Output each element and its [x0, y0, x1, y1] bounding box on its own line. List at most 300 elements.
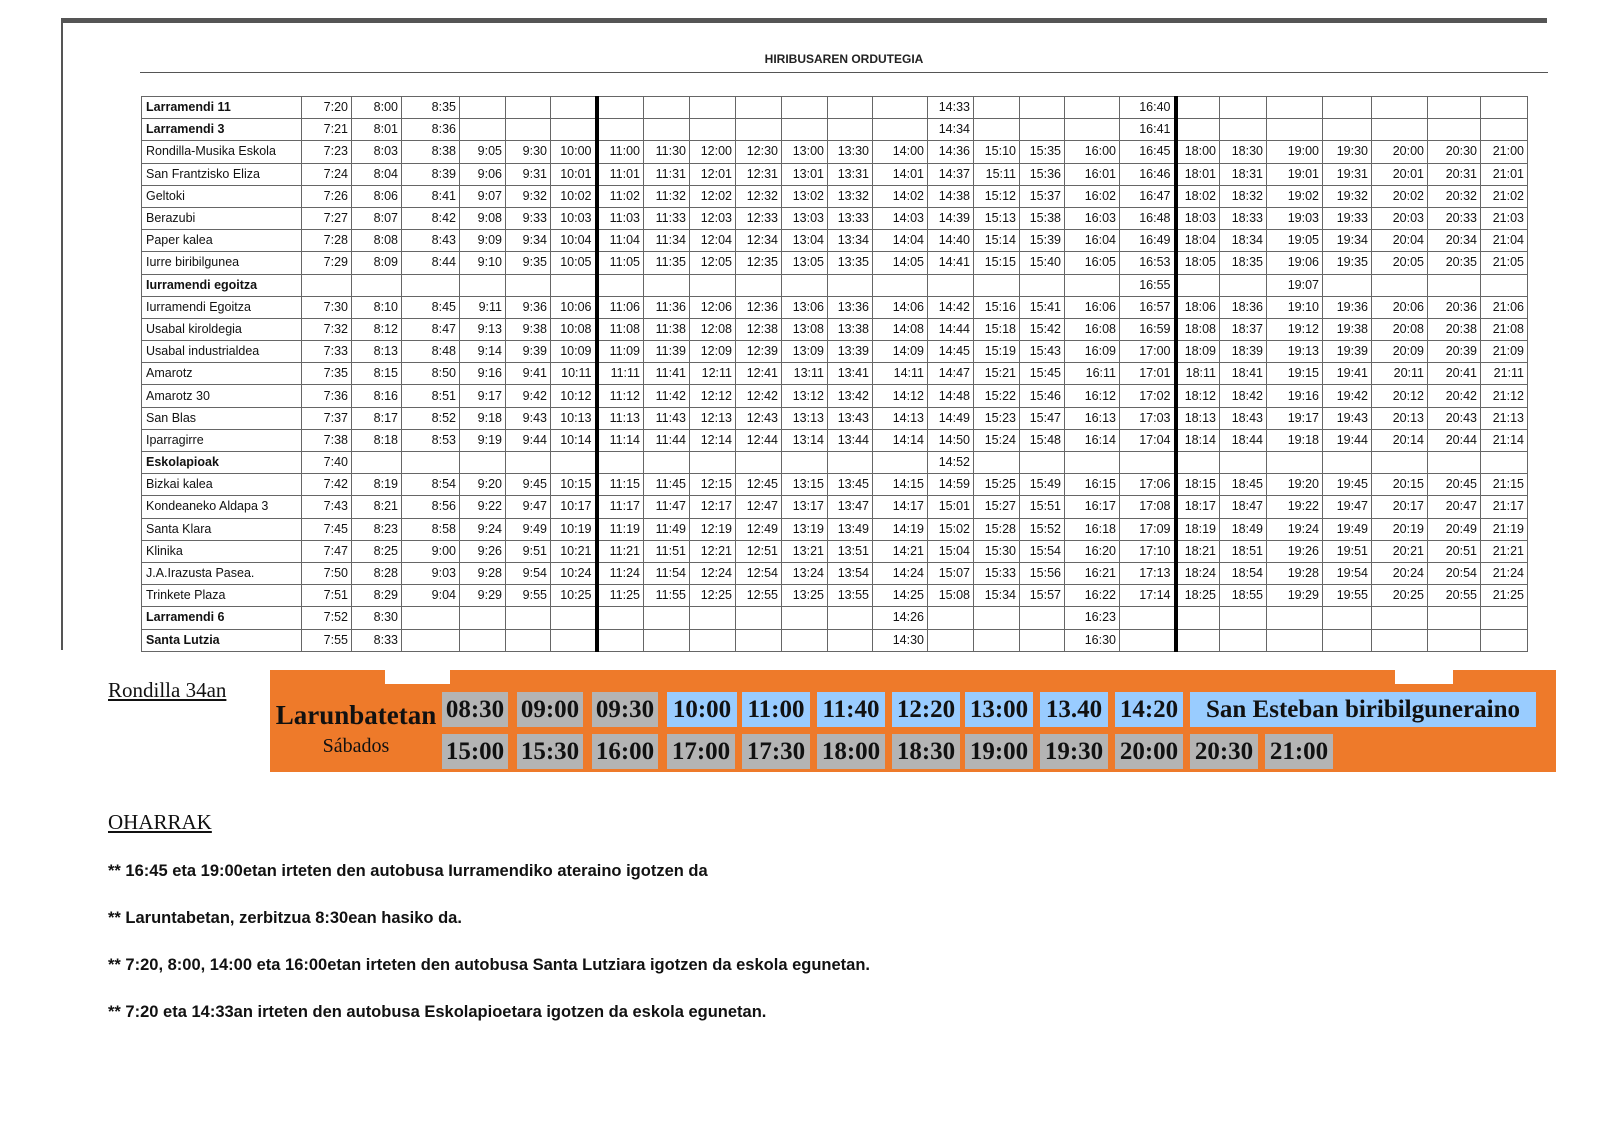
departure-time: 19:30	[1323, 141, 1372, 163]
departure-time: 14:03	[873, 207, 928, 229]
departure-time: 10:11	[551, 363, 597, 385]
departure-time: 9:19	[460, 429, 506, 451]
departure-time: 19:24	[1267, 518, 1323, 540]
departure-time: 8:03	[352, 141, 402, 163]
departure-time	[828, 119, 873, 141]
departure-time: 17:14	[1120, 585, 1176, 607]
departure-time: 16:02	[1065, 185, 1120, 207]
departure-time: 8:10	[352, 296, 402, 318]
departure-time: 20:55	[1428, 585, 1481, 607]
departure-time	[1372, 607, 1428, 629]
departure-time: 15:43	[1020, 341, 1065, 363]
departure-time	[873, 452, 928, 474]
departure-time: 14:42	[928, 296, 974, 318]
departure-time: 20:41	[1428, 363, 1481, 385]
stop-name: Eskolapioak	[142, 452, 302, 474]
departure-time: 9:47	[506, 496, 551, 518]
departure-time: 9:16	[460, 363, 506, 385]
departure-time	[1267, 607, 1323, 629]
departure-time: 14:38	[928, 185, 974, 207]
departure-time	[1481, 452, 1528, 474]
departure-time: 7:29	[302, 252, 352, 274]
departure-time: 19:43	[1323, 407, 1372, 429]
departure-time	[736, 97, 782, 119]
departure-time: 11:24	[597, 562, 644, 584]
departure-time: 10:12	[551, 385, 597, 407]
departure-time: 8:54	[402, 474, 460, 496]
departure-time: 12:30	[736, 141, 782, 163]
departure-time: 7:28	[302, 230, 352, 252]
departure-time: 9:38	[506, 318, 551, 340]
departure-time	[873, 97, 928, 119]
departure-time: 11:19	[597, 518, 644, 540]
timetable-row	[142, 629, 1528, 651]
departure-time: 15:27	[974, 496, 1020, 518]
departure-time: 9:55	[506, 585, 551, 607]
departure-time	[1020, 274, 1065, 296]
timetable-row	[142, 496, 1528, 518]
departure-time: 14:49	[928, 407, 974, 429]
departure-time: 14:12	[873, 385, 928, 407]
departure-time: 12:04	[690, 230, 736, 252]
departure-time: 19:10	[1267, 296, 1323, 318]
departure-time: 9:43	[506, 407, 551, 429]
departure-time: 12:24	[690, 562, 736, 584]
departure-time: 20:06	[1372, 296, 1428, 318]
departure-time: 15:56	[1020, 562, 1065, 584]
timetable-row	[142, 252, 1528, 274]
departure-time: 9:42	[506, 385, 551, 407]
departure-time: 17:03	[1120, 407, 1176, 429]
saturday-time-slot: 12:20	[892, 692, 960, 727]
departure-time: 13:32	[828, 185, 873, 207]
departure-time: 15:25	[974, 474, 1020, 496]
departure-time: 11:31	[644, 163, 690, 185]
departure-time: 18:37	[1220, 318, 1267, 340]
departure-time: 14:44	[928, 318, 974, 340]
departure-time: 11:36	[644, 296, 690, 318]
departure-time: 10:13	[551, 407, 597, 429]
departure-time: 19:28	[1267, 562, 1323, 584]
departure-time: 15:23	[974, 407, 1020, 429]
departure-time	[782, 274, 828, 296]
departure-time: 19:33	[1323, 207, 1372, 229]
departure-time: 15:48	[1020, 429, 1065, 451]
departure-time: 13:39	[828, 341, 873, 363]
timetable-row	[142, 585, 1528, 607]
departure-time	[736, 452, 782, 474]
departure-time: 21:09	[1481, 341, 1528, 363]
departure-time	[1372, 119, 1428, 141]
saturday-day-label-es: Sábados	[322, 735, 390, 757]
saturday-time-slot: 17:30	[742, 734, 810, 769]
departure-time: 19:32	[1323, 185, 1372, 207]
departure-time: 15:35	[1020, 141, 1065, 163]
departure-time: 16:05	[1065, 252, 1120, 274]
departure-time: 18:11	[1176, 363, 1220, 385]
departure-time: 8:52	[402, 407, 460, 429]
departure-time: 11:02	[597, 185, 644, 207]
departure-time: 15:52	[1020, 518, 1065, 540]
departure-time: 11:01	[597, 163, 644, 185]
departure-time	[506, 607, 551, 629]
departure-time: 19:20	[1267, 474, 1323, 496]
departure-time: 10:17	[551, 496, 597, 518]
departure-time: 11:38	[644, 318, 690, 340]
departure-time: 11:34	[644, 230, 690, 252]
departure-time: 21:13	[1481, 407, 1528, 429]
departure-time: 13:17	[782, 496, 828, 518]
stop-name: Larramendi 11	[142, 97, 302, 119]
departure-time: 14:21	[873, 540, 928, 562]
departure-time: 7:30	[302, 296, 352, 318]
departure-time: 15:41	[1020, 296, 1065, 318]
departure-time: 7:51	[302, 585, 352, 607]
departure-time: 20:24	[1372, 562, 1428, 584]
departure-time: 11:51	[644, 540, 690, 562]
departure-time: 9:34	[506, 230, 551, 252]
departure-time: 19:35	[1323, 252, 1372, 274]
departure-time	[690, 629, 736, 651]
departure-time: 19:49	[1323, 518, 1372, 540]
departure-time	[1481, 97, 1528, 119]
departure-time: 19:01	[1267, 163, 1323, 185]
departure-time	[690, 119, 736, 141]
departure-time: 9:10	[460, 252, 506, 274]
departure-time: 15:34	[974, 585, 1020, 607]
departure-time	[1323, 629, 1372, 651]
note-item: ** 16:45 eta 19:00etan irteten den autobusa Iurramendiko ateraino igotzen da	[108, 862, 708, 880]
departure-time: 18:25	[1176, 585, 1220, 607]
timetable-row	[142, 318, 1528, 340]
departure-time: 21:25	[1481, 585, 1528, 607]
departure-time: 12:14	[690, 429, 736, 451]
departure-time	[782, 607, 828, 629]
departure-time: 19:07	[1267, 274, 1323, 296]
departure-time: 17:08	[1120, 496, 1176, 518]
departure-time: 11:47	[644, 496, 690, 518]
departure-time	[928, 629, 974, 651]
departure-time: 11:21	[597, 540, 644, 562]
departure-time: 12:54	[736, 562, 782, 584]
departure-time: 15:11	[974, 163, 1020, 185]
stop-name: Amarotz 30	[142, 385, 302, 407]
departure-time	[1176, 274, 1220, 296]
departure-time: 13:49	[828, 518, 873, 540]
departure-time: 20:02	[1372, 185, 1428, 207]
departure-time: 7:52	[302, 607, 352, 629]
page-frame-top	[61, 18, 1547, 23]
departure-time: 18:49	[1220, 518, 1267, 540]
departure-time: 9:18	[460, 407, 506, 429]
departure-time: 11:12	[597, 385, 644, 407]
departure-time: 13:45	[828, 474, 873, 496]
departure-time: 13:04	[782, 230, 828, 252]
departure-time	[974, 274, 1020, 296]
departure-time	[736, 274, 782, 296]
departure-time: 7:42	[302, 474, 352, 496]
departure-time: 8:43	[402, 230, 460, 252]
departure-time: 16:49	[1120, 230, 1176, 252]
departure-time: 12:00	[690, 141, 736, 163]
departure-time: 11:43	[644, 407, 690, 429]
departure-time: 14:19	[873, 518, 928, 540]
departure-time: 14:50	[928, 429, 974, 451]
departure-time: 15:46	[1020, 385, 1065, 407]
departure-time	[644, 119, 690, 141]
departure-time: 20:08	[1372, 318, 1428, 340]
departure-time	[506, 629, 551, 651]
departure-time: 15:13	[974, 207, 1020, 229]
departure-time: 12:32	[736, 185, 782, 207]
departure-time: 19:15	[1267, 363, 1323, 385]
departure-time	[460, 629, 506, 651]
departure-time: 13:42	[828, 385, 873, 407]
saturday-time-slot: 15:00	[442, 734, 508, 769]
departure-time	[1323, 274, 1372, 296]
departure-time	[597, 629, 644, 651]
departure-time: 19:16	[1267, 385, 1323, 407]
departure-time	[1176, 452, 1220, 474]
departure-time: 12:41	[736, 363, 782, 385]
departure-time: 7:24	[302, 163, 352, 185]
departure-time: 11:42	[644, 385, 690, 407]
departure-time: 11:30	[644, 141, 690, 163]
departure-time: 14:05	[873, 252, 928, 274]
departure-time: 13:13	[782, 407, 828, 429]
departure-time: 14:36	[928, 141, 974, 163]
departure-time: 13:06	[782, 296, 828, 318]
timetable-row	[142, 452, 1528, 474]
departure-time: 19:06	[1267, 252, 1323, 274]
departure-time: 18:05	[1176, 252, 1220, 274]
departure-time: 15:15	[974, 252, 1020, 274]
departure-time: 15:42	[1020, 318, 1065, 340]
departure-time: 15:39	[1020, 230, 1065, 252]
departure-time	[782, 119, 828, 141]
departure-time: 13:47	[828, 496, 873, 518]
stop-name: J.A.Irazusta Pasea.	[142, 562, 302, 584]
departure-time: 17:02	[1120, 385, 1176, 407]
departure-time: 12:47	[736, 496, 782, 518]
departure-time: 10:00	[551, 141, 597, 163]
departure-time: 8:17	[352, 407, 402, 429]
page-frame-left	[61, 18, 63, 650]
departure-time	[1428, 274, 1481, 296]
departure-time: 18:17	[1176, 496, 1220, 518]
departure-time: 9:04	[402, 585, 460, 607]
stop-name: Klinika	[142, 540, 302, 562]
departure-time: 16:30	[1065, 629, 1120, 651]
timetable-row	[142, 97, 1528, 119]
departure-time: 9:49	[506, 518, 551, 540]
departure-time	[644, 452, 690, 474]
departure-time	[506, 452, 551, 474]
departure-time: 15:40	[1020, 252, 1065, 274]
departure-time: 13:11	[782, 363, 828, 385]
departure-time: 18:47	[1220, 496, 1267, 518]
departure-time: 14:33	[928, 97, 974, 119]
departure-time: 12:03	[690, 207, 736, 229]
departure-time: 21:01	[1481, 163, 1528, 185]
timetable-row	[142, 207, 1528, 229]
timetable-row	[142, 518, 1528, 540]
departure-time: 13:30	[828, 141, 873, 163]
departure-time: 16:12	[1065, 385, 1120, 407]
note-item: ** Laruntabetan, zerbitzua 8:30ean hasiko da.	[108, 909, 462, 927]
departure-time	[506, 97, 551, 119]
departure-time: 14:30	[873, 629, 928, 651]
departure-time: 17:13	[1120, 562, 1176, 584]
departure-time: 19:38	[1323, 318, 1372, 340]
departure-time	[1267, 97, 1323, 119]
departure-time: 16:17	[1065, 496, 1120, 518]
departure-time: 10:03	[551, 207, 597, 229]
departure-time: 20:36	[1428, 296, 1481, 318]
departure-time	[974, 629, 1020, 651]
departure-time: 13:43	[828, 407, 873, 429]
departure-time: 19:34	[1323, 230, 1372, 252]
departure-time	[551, 607, 597, 629]
departure-time	[1220, 452, 1267, 474]
departure-time: 11:33	[644, 207, 690, 229]
departure-time: 18:32	[1220, 185, 1267, 207]
departure-time: 9:29	[460, 585, 506, 607]
departure-time	[974, 452, 1020, 474]
departure-time: 18:01	[1176, 163, 1220, 185]
stop-name: Usabal industrialdea	[142, 341, 302, 363]
departure-time: 20:14	[1372, 429, 1428, 451]
departure-time: 19:44	[1323, 429, 1372, 451]
departure-time	[828, 629, 873, 651]
departure-time: 8:09	[352, 252, 402, 274]
departure-time: 20:45	[1428, 474, 1481, 496]
departure-time	[1428, 629, 1481, 651]
departure-time: 12:39	[736, 341, 782, 363]
departure-time: 16:08	[1065, 318, 1120, 340]
departure-time: 13:05	[782, 252, 828, 274]
departure-time: 16:14	[1065, 429, 1120, 451]
departure-time: 9:31	[506, 163, 551, 185]
departure-time	[1323, 119, 1372, 141]
departure-time: 16:21	[1065, 562, 1120, 584]
saturday-time-slot: 16:00	[592, 734, 658, 769]
stop-name: Larramendi 6	[142, 607, 302, 629]
departure-time: 7:55	[302, 629, 352, 651]
departure-time: 20:39	[1428, 341, 1481, 363]
departure-time: 21:05	[1481, 252, 1528, 274]
departure-time: 12:36	[736, 296, 782, 318]
timetable-row	[142, 274, 1528, 296]
timetable-row	[142, 163, 1528, 185]
departure-time	[782, 97, 828, 119]
departure-time	[402, 607, 460, 629]
departure-time	[1323, 97, 1372, 119]
departure-time	[690, 274, 736, 296]
departure-time: 14:47	[928, 363, 974, 385]
departure-time: 11:05	[597, 252, 644, 274]
departure-time: 15:01	[928, 496, 974, 518]
saturday-time-slot: 20:00	[1115, 734, 1183, 769]
banner-notch-left	[385, 670, 450, 684]
departure-time: 17:09	[1120, 518, 1176, 540]
saturday-time-slot: 14:20	[1115, 692, 1183, 727]
banner-notch-right	[1395, 670, 1453, 684]
departure-time: 10:01	[551, 163, 597, 185]
departure-time	[551, 452, 597, 474]
departure-time: 12:19	[690, 518, 736, 540]
notes-title: OHARRAK	[108, 810, 212, 834]
departure-time: 19:13	[1267, 341, 1323, 363]
departure-time: 8:56	[402, 496, 460, 518]
departure-time: 20:43	[1428, 407, 1481, 429]
stop-name: Iurramendi Egoitza	[142, 296, 302, 318]
departure-time: 8:38	[402, 141, 460, 163]
departure-time	[460, 452, 506, 474]
departure-time: 21:00	[1481, 141, 1528, 163]
departure-time: 13:25	[782, 585, 828, 607]
departure-time: 11:39	[644, 341, 690, 363]
stop-name: Santa Lutzia	[142, 629, 302, 651]
departure-time: 9:24	[460, 518, 506, 540]
departure-time: 8:19	[352, 474, 402, 496]
departure-time: 20:09	[1372, 341, 1428, 363]
departure-time: 14:39	[928, 207, 974, 229]
departure-time: 9:00	[402, 540, 460, 562]
departure-time: 15:19	[974, 341, 1020, 363]
departure-time	[352, 274, 402, 296]
departure-time: 18:44	[1220, 429, 1267, 451]
departure-time	[782, 452, 828, 474]
departure-time	[1220, 97, 1267, 119]
departure-time	[460, 119, 506, 141]
departure-time: 19:00	[1267, 141, 1323, 163]
departure-time: 8:53	[402, 429, 460, 451]
departure-time: 20:13	[1372, 407, 1428, 429]
departure-time: 14:25	[873, 585, 928, 607]
departure-time: 8:47	[402, 318, 460, 340]
departure-time: 9:41	[506, 363, 551, 385]
departure-time: 18:15	[1176, 474, 1220, 496]
departure-time: 9:07	[460, 185, 506, 207]
departure-time: 21:19	[1481, 518, 1528, 540]
departure-time: 21:12	[1481, 385, 1528, 407]
departure-time: 11:13	[597, 407, 644, 429]
departure-time	[460, 607, 506, 629]
departure-time: 19:54	[1323, 562, 1372, 584]
saturday-time-slot: 13:00	[965, 692, 1033, 727]
departure-time: 14:17	[873, 496, 928, 518]
departure-time: 15:49	[1020, 474, 1065, 496]
departure-time: 20:15	[1372, 474, 1428, 496]
departure-time: 20:21	[1372, 540, 1428, 562]
departure-time: 19:17	[1267, 407, 1323, 429]
departure-time: 9:06	[460, 163, 506, 185]
stop-name: Santa Klara	[142, 518, 302, 540]
departure-time: 13:44	[828, 429, 873, 451]
departure-time: 20:30	[1428, 141, 1481, 163]
departure-time: 15:57	[1020, 585, 1065, 607]
departure-time: 12:25	[690, 585, 736, 607]
timetable-row	[142, 341, 1528, 363]
departure-time: 20:38	[1428, 318, 1481, 340]
departure-time: 18:02	[1176, 185, 1220, 207]
departure-time: 12:06	[690, 296, 736, 318]
departure-time	[928, 274, 974, 296]
departure-time	[873, 274, 928, 296]
departure-time: 7:21	[302, 119, 352, 141]
departure-time: 12:08	[690, 318, 736, 340]
